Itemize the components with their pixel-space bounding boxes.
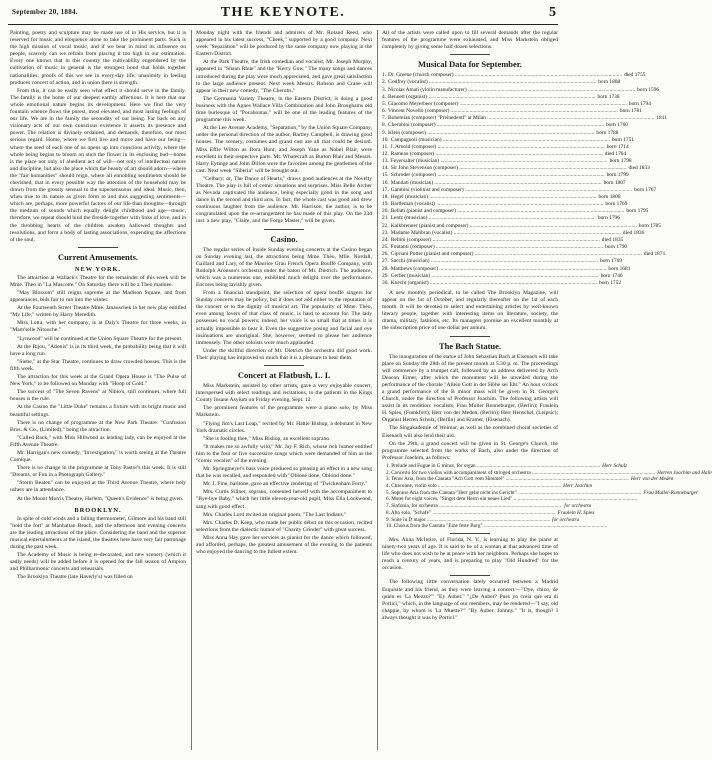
musical-data-date: 1811 (656, 115, 667, 122)
musical-data-name: Bennett (organist) ..... (388, 94, 595, 101)
musical-data-number: 27. (382, 258, 389, 265)
musical-data-number: 8. (382, 122, 387, 129)
programme-performer: Herr Schulz (602, 462, 628, 469)
section-heading-musical-data: Musical Data for September. (418, 59, 522, 70)
musical-data-date: born 1788 (596, 129, 619, 136)
musical-data-item (382, 79, 621, 86)
paragraph: Mr. Harrigan's new comedy, "Investigation," is worth seeing at the Theatre Comique. (10, 449, 186, 464)
paragraph: At the Park Theatre, the Irish comedian and vocalist, Mr. Joseph Murphy, appeared in "Shaun Rhue" and the "Kerry Gow." The many songs and dances introduced during the play were much appreciated, and gave great satisfaction to the large audience present. Next week Messrs. Robson and Crane will appear in their new comedy, "The Cherubs." (196, 59, 372, 94)
page-number: 5 (549, 5, 556, 20)
musical-data-item (382, 265, 631, 273)
musical-data-number: 15. (382, 172, 389, 179)
musical-data-date: born 1796 (597, 215, 620, 222)
musical-data-number: 7. (382, 115, 387, 122)
section-heading-concert-flatbush: Concert at Flatbush, L. I. (237, 370, 331, 381)
musical-data-date: born 1769 (605, 201, 628, 208)
musical-data-number: 5. (382, 100, 387, 107)
musical-data-number: 13. (382, 158, 389, 165)
paragraph: The prominent features of the programme were a piano solo, by Miss Markstein. (196, 405, 372, 419)
musical-data-item (382, 215, 620, 222)
musical-data-name: Bellati (pianist and composer) ..... (391, 208, 625, 215)
paragraph: Mrs. Curtis Sillner, soprano, contented herself with the accompaniment to "Bye-bye Baby," which her little eleven-year-old pupil, Miss Ella Lockwood, sang with good effect. (196, 489, 372, 510)
musical-data-name: Gambini (violinist and composer) ..... (391, 187, 632, 194)
paragraph: Under the skillful direction of Mr. Dietrich the orchestra did good work. Their playing has improved so much that it is a pleasure to hear them. (196, 347, 372, 361)
musical-data-name: Klein (composer) ..... (388, 130, 594, 137)
musical-data-date: born 1681 (608, 265, 631, 272)
musical-data-date: born 1808 (598, 193, 621, 200)
musical-data-date: born 1794 (628, 100, 651, 107)
paragraph: The Brooklyn Theatre (late Haverly's) was filled on (17, 574, 133, 581)
musical-data-item (382, 172, 629, 179)
musical-data-date: born 1790 (605, 244, 628, 251)
musical-data-item (382, 143, 629, 151)
paragraph: "Storm Beaten" can be enjoyed at the Third Avenue Theatre, where holy ushers are in attendance. (10, 480, 186, 494)
musical-data-name: Cipriani Potter (pianist and composer) ..... (391, 251, 642, 258)
musical-data-number: 10. (382, 136, 389, 143)
paragraph: Mr. Springmeyer's bass voice produced so pleasing an effect in a new song that he was recalled, and responded with "Oblone done, Oblond done." (196, 466, 372, 480)
musical-data-number: 28. (382, 265, 389, 272)
divider (78, 247, 118, 248)
musical-data-number: 18. (382, 193, 389, 200)
paragraph: "May Blossom" still reigns supreme at the Madison Square, and from appearances, bids fair to run into the winter. (10, 290, 186, 304)
paragraph: There is no change in the programme at Tony Pastor's this week. It is still "Dreams, or Fun in a Photograph Gallery." (10, 465, 186, 479)
musical-data-name: Cherubini (composer) ..... (388, 122, 604, 129)
musical-data-number: 20. (382, 208, 389, 215)
paragraph: At the Casino the "Little Duke" remains a fixture with its bright music and beautiful settings. (10, 404, 186, 418)
paragraph: The attraction for this week at the Grand Opera House is "The Pulse of New York," to be followed on Monday with "Hoop of Gold." (10, 374, 186, 388)
programme-piece: 4. Chaconne, violin solo ..... (386, 483, 561, 490)
musical-data-number: 6. (382, 108, 387, 115)
divider (264, 229, 304, 230)
musical-data-number: 11. (382, 143, 389, 150)
divider (264, 365, 304, 366)
paragraph: From this, it can be easily seen what effect it should serve in the family. The family is the home of our deepest earthly affections. It is here that our whole emotional nature begins its development. Here we find the very fountain whence flows the purest, most elevated, and most lasting feelings of our life. We are in the family the secondity of our being. Far back on any visionary acts of our own conscious existence it asserts its presence and power. The relation is divinely ordained, and demands, therefore, our most serious regard. Home, where we first live and move and have our being—where the seed of each one of us opens up into conscious activity, where the whole being begins to bloom on such the flower in its enclosing bud—home is the place not only of obedient act of will—not only of intellectual nature and discipline, but also the place which the beauty of art should adorn—where the "fair humanities" should reign, where all ennobling sentiments should be cherished, that in every possible way the attention of the household may be drawn from the grossly sensual to the supersensuous and ideal. Music, then, when true to its nature as given form to and thus suggesting sentiments—which are, perhaps, more powerful factors of our life than thoughts—through the medium of sounds which equally delight childhood and age—music, therefore, we repeat should bind the fireside together with links of love, and in the throbbing hearts of the children awaken hallowed thoughts and resolutions, and form a body of lasting associations, expending the affections of the soul. (10, 87, 186, 243)
paragraph: In spite of cold winds and a falling thermometer, Gilmore and his band still "hold the fort" at Manhattan Beach, and the afternoon and evening concerts are the leading attractions of the place. Considering the band and the superior musical entertainments at the island, the theatres here have very fair patronage during the past week. (10, 515, 186, 550)
programme-piece: 1. Prelude and Fugue in G minor, for organ ..... (386, 463, 600, 470)
musical-data-name: Sacchi (musician) ..... (391, 258, 598, 265)
paragraph: Miss Anna Hay gave her services as pianist for the dance which followed, and afforded, perhaps, the greatest amusement of the evening to the patients who enjoyed the dancing to the fullest extent. (196, 534, 372, 556)
musical-data-number: 30. (382, 279, 389, 286)
musical-data-name: Sir John Stevenson (composer) ..... (391, 165, 627, 172)
newspaper-page (8, 4, 712, 756)
musical-data-date: died 1836 (622, 229, 645, 236)
musical-data-item (382, 229, 645, 237)
musical-data-name: Campagnoli (musician) ..... (391, 137, 610, 144)
musical-data-date: died 1755 (624, 72, 646, 79)
programme-piece: 5. Soprano Aria from the Cantata "Herr gehe nicht ins Gericht" ..... (386, 490, 641, 497)
musical-data-item (382, 122, 628, 129)
paragraph: "Celbary; or, The Dance of Hearts," draws good audiences at the Novelty Theatre. The play is full of comic situations and surprises. Miss Belle Archer as Nevada captivated the audience, being especially good in the song and dance in the second and third acts. In fact, the whole cast was good and drew continuous laughter from the audience. Mr. Harrison, the author, is to be congratulated upon the re-arrangement he has made of this play. On the 23d inst. a new play, "Claire, and the Forge Master," will be given. (196, 175, 372, 225)
musical-data-name: Nicolas Amati (violin manufacturer) ..... (388, 87, 635, 94)
musical-data-date: died 1871 (643, 251, 666, 258)
programme-piece: 9. Suite in D major ..... (386, 517, 550, 524)
masthead (8, 4, 558, 25)
programme-performer: for orchestra (564, 503, 592, 510)
programme-piece: 10. Chorus from the Cantata "Eine feste Burg" ..... (386, 523, 607, 530)
musical-data-date: born 1807 (603, 179, 626, 186)
musical-data-name: Hegel (musician) ..... (391, 194, 597, 201)
section-heading-current-amusements: Current Amusements. (57, 251, 139, 262)
programme-performer: Herr Joachim (563, 483, 593, 490)
paragraph: Mr. J. Fine, baritone, gave an effective rendering of "Twickenham Ferry." (203, 481, 368, 488)
paragraph: Miss Markstein, assisted by other artists, gave a very enjoyable concert, interspersed with select readings and recitations, to the patients in the Kings County Insane Asylum on Friday evening, Sept. 12. (196, 383, 372, 404)
paragraph: "Called Back," with Miss Hillwood as leading lady, can be enjoyed at the Fifth Avenue Theatre. (10, 434, 186, 448)
musical-data-item (382, 272, 623, 280)
musical-data-name: Bartleman (vocalist) ..... (391, 201, 604, 208)
musical-data-item (382, 100, 651, 108)
divider (450, 336, 490, 337)
section-heading-bach-statue: The Bach Statue. (438, 340, 502, 351)
musical-data-date: born 1808 (598, 79, 621, 86)
paragraph: All of the artists were called upon to fill several demands after the regular features of the programme were exhausted, and Miss Markstein obliged completely by giving some half dozen selections. (382, 30, 558, 51)
divider (450, 533, 490, 534)
paragraph: "Flying Jim's Last Leap," recited by Mr. Hattie Bishop, a debutant in New York dramatic circles. (196, 420, 372, 434)
musical-data-number: 12. (382, 151, 389, 157)
musical-data-item (382, 186, 657, 194)
musical-data-date: born 1795 (626, 208, 649, 215)
programme-piece: 2. Concerto for two violins with accompaniment of stringed orchestra ..... (386, 470, 655, 477)
musical-data-number: 21. (382, 215, 389, 222)
musical-data-date: born 1785 (638, 222, 661, 229)
musical-data-number: 24. (382, 236, 389, 243)
musical-data-name: Rameau (composer) ..... (391, 151, 603, 158)
musical-data-date: died 1833 (628, 165, 650, 172)
column-rule (191, 30, 192, 750)
paragraph: "Lynwood" will be continued at the Union Square Theatre for the present. (17, 335, 183, 342)
programme-performer: Herr von der Meden (630, 476, 674, 483)
musical-data-name: Godfrey (vocalist) ..... (388, 79, 596, 86)
musical-data-number: 16. (382, 179, 389, 186)
paragraph: Monday night with the friends and admirers of Mr. Roland Reed, who appeared in his latest success, "Cheek," supported by a good company. Next week "Separation" will be produced by the same company now playing in the Eastern District. (196, 30, 372, 58)
musical-data-name: Knecht (organist) ..... (391, 280, 597, 287)
musical-data-item (382, 258, 623, 265)
musical-data-item (382, 179, 626, 187)
musical-data-number: 2. (382, 79, 387, 86)
programme-performer (637, 496, 639, 503)
divider (450, 54, 490, 55)
section-heading-casino: Casino. (270, 233, 298, 244)
subheading-new-york: NEW YORK. (74, 265, 122, 273)
programme-performer: for orchestra (552, 516, 580, 523)
musical-data-name: Vincent Novello (composer) ..... (388, 108, 618, 115)
paragraph: The attraction at Wallack's Theatre for the remainder of this week will be Mme. Theo in "La Mascotte." On Saturday there will be a Theo matinee. (10, 274, 186, 288)
musical-data-name: Feyersalter (musician) ..... (391, 158, 608, 165)
musical-data-name: Madame Malibran (vocalist) ..... (391, 230, 621, 237)
musical-data-date: born 1751 (611, 136, 634, 143)
paragraph: On the 29th, a grand concert will be given in St. George's Church, the programme selected from the works of Bach, also under the direction of Professor Joachim, as follows: (382, 440, 558, 461)
musical-data-date: born 1746 (600, 272, 623, 279)
paragraph: The Academy of Music is being re-decorated, and new scenery (which it sadly needs) will be added before it is opened for the fall season of Ampion and Philharmonic concerts and rehearsals. (10, 552, 186, 573)
musical-data-item (382, 222, 661, 230)
musical-data-number: 29. (382, 272, 389, 279)
musical-data-list (382, 72, 667, 287)
musical-data-name: Bohemian (composer) "Preinedentl" at Milan ..... (388, 115, 654, 122)
musical-data-date: born 1798 (609, 158, 632, 165)
paragraph: The success of "The Seven Ravens" at Niblo's, still continues, where full houses is the rule. (10, 389, 186, 403)
musical-data-item (382, 86, 660, 94)
paragraph: Painting, poetry and sculpture may be made use of in His service, but it is reserved for music and eloquence alone to take the prominent parts. Such is the high mission of vocal music, and if we bear in mind its influence on people, scarcely can we refrain from placing it too high in our estimation. Every one knows that in this country the cultivability engendered by the cultivation of music in general is the strongest bond that holds together nationalities; proofs of this we see in every-day life; unanimity in feeling produces concert of action, and in union there is strength. (10, 30, 186, 86)
subheading-brooklyn: BROOKLYN. (74, 506, 122, 514)
programme-item (386, 523, 558, 530)
column-2 (196, 30, 372, 756)
musical-data-date: born 1767 (634, 186, 657, 193)
paragraph: "She is fooling thee," Miss Bishop, an excellent soprano. (203, 435, 331, 442)
musical-data-name: Bellini (composer) ..... (391, 237, 600, 244)
musical-data-name: Fontanti (composer) ..... (391, 244, 603, 251)
musical-data-date: born 1714 (606, 143, 629, 150)
paragraph: From a financial standpoint, the selection of opera bouffé singers for Sunday concerts may be policy, but it does not add either to the reputation of the concert or to the dignity of musical art. The popularity of Mme. Thèo, even among lovers of that class of music, is hard to account for. The lady possesses no vocal powers; indeed, her voice is so small that at times it is actually impossible to hear it. Even the suggestive posing and facial and eye insinuations are unoriginal. She, however, seemed to please her audience immensely. The other soloists were much applauded. (196, 290, 372, 346)
musical-data-name: Gerber (musician) ..... (391, 273, 599, 280)
musical-data-number: 22. (382, 222, 389, 229)
musical-data-item (382, 129, 619, 137)
paragraph: The Singakademie of Weimar, as well as the combined choral societies of Eisenach will also lend their aid. (382, 425, 558, 439)
programme-item (386, 476, 674, 483)
programme-piece: 7. Sinfonia, for orchestra ..... (386, 503, 562, 510)
paragraph: The Germania Variety Theatre, in the Eastern District, is doing a good business with the Agnes Wallace Villa Combination and John Broughams old time burlesque of "Pocahontas," will be one of the leading features of the programme this week. (196, 95, 372, 124)
paragraph: At the Bijou, "Adonis" is in its third week, the probability being that it will have a long run. (10, 343, 186, 357)
musical-data-number: 25. (382, 244, 389, 251)
newspaper-title: THE KEYNOTE. (220, 5, 346, 20)
programme-piece: 6. Motet for eight voices, "Singet dem Herrn ein neues Lied" ..... (386, 496, 637, 503)
programme-performer: Frau Muller-Ronneburger (643, 489, 698, 496)
musical-data-number: 3. (382, 86, 387, 93)
paragraph: The inauguration of the statue of John Sebastian Bach at Eisenach will take place on Sunday the 28th of the present month at 5.30 p. m. The proceedings will commence by a trumpet call, followed by an address delivered by Arch Deacon Eimer, after which the monument will be unveiled during the performance of the chorale "Allein Gott in der Höhe sei Ehr." An hour o'clock a grand performance of the B minor mass will be given in St. George's Church, under the direction of Professor Joachim. The following artists will assist in its rendition: vocalists, Frau Muller Ronneburger, (Berlin); Fraulein H. Spies, (Frankfort); Herr von der Meden, (Berlin); Herr Henschel, (Leipsic); Organist Herren Schulz, (Berlin) and Kramer, (Eisenach). (382, 353, 558, 424)
paragraph: "Siebe," at the Star Theatre, continues to draw crowded houses. This is the fifth week. (10, 358, 186, 372)
paragraph: Mrs. Anna McIntire, of Florida, N. Y., is learning to play the piano at ninety-two years of age. It is said to be of a woman at that advanced time of life who does not wish to be at peace with her neighbors. Perhaps she hopes to reach a century of years, and is preparing to play "Old Hundred" for the occasion. (382, 536, 558, 572)
musical-data-date: born 1769 (600, 258, 623, 265)
musical-data-date: born 1596 (637, 86, 660, 93)
musical-data-number: 14. (382, 165, 389, 172)
paragraph: At the Lee Avenue Academy, "Separation," by the Union Square Company, under the personal direction of the author, Bartley Campbell, is drawing good houses. The scenery, costumes and grand cast are all that could be desired. Miss Effie Wilton as Dora Hunt, and Joseph Yane as Nobel Blair, were excellent in their respective parts. Mr. Whatecraft as Burton Blair and Messrs. Harry Eytinge and John Dillon were the favorites among the gentlemen of the cast. Next week "Siberia" will be brought out. (196, 125, 372, 174)
column-3 (382, 30, 712, 756)
paragraph: At the Mount Morris Theatre, Harlem, "Queen's Evidence" is being given. (17, 495, 184, 502)
programme-performer: Herren Joachim and Halir (657, 469, 712, 476)
musical-data-name: Kalkbrenner (pianist and composer) ..... (391, 223, 637, 230)
musical-data-number: 9. (382, 129, 387, 136)
programme-performer (607, 523, 609, 530)
paragraph: The regular series of Inside Sunday evening concerts at the Casino began on Sunday evening last, the attractions being Mme. Thèo, Mlle. Nordall, Gaillard and Lary, of the Maurice Grau French Opera Bouffé Company, with Rudolph Aronson's orchestra under the baton of Mr. Dietrich. The audience, which was a numerous one, exhibited much delight over the performance. Encores being lavishly given. (196, 246, 372, 288)
paragraph: Miss Lotta, with her company, is at Daly's Theatre for three weeks, in "Mam'selle Nitouche." (10, 320, 186, 334)
musical-data-name: Matthews (composer) ..... (391, 266, 607, 273)
musical-data-date: died 1835 (601, 236, 624, 243)
musical-data-number: 26. (382, 251, 389, 258)
musical-data-name: J. Arnold (composer) ..... (391, 144, 605, 151)
musical-data-item (382, 136, 634, 144)
musical-data-date: born 1781 (619, 108, 642, 115)
column-1 (10, 30, 186, 756)
musical-data-name: Schroder (composer) ..... (391, 172, 605, 179)
musical-data-date: born 1760 (605, 122, 628, 129)
programme-item (386, 462, 628, 470)
musical-data-date: born 1738 (597, 93, 620, 100)
programme-piece: 3. Tenor Aria, from the Cantata "Ach Gott vom Himmel" ..... (386, 476, 629, 483)
programme-piece: 8. Alto solo, "Schafe" ..... (386, 510, 556, 517)
musical-data-item (382, 93, 620, 101)
issue-date: September 20, 1884. (12, 8, 78, 16)
musical-data-name: Dr. Greene (church composer) ..... (388, 72, 622, 79)
concert-programme-list (382, 462, 712, 530)
musical-data-number: 19. (382, 201, 389, 208)
musical-data-item (382, 236, 624, 244)
paragraph: There is no change of programme at the New Park Theatre. "Confusion Bros. & Co., (Limited)," being the attraction. (10, 419, 186, 433)
divider (450, 575, 490, 576)
musical-data-number: 23. (382, 229, 389, 236)
musical-data-name: Giacomo Meyerbeer (composer) ..... (388, 101, 627, 108)
paragraph: Mrs. Charles D. Keep, who made her public début on this occasion, recited selections from the dialectic humor of "Charity Grinder" with great success. (196, 519, 372, 533)
musical-data-number: 1. (382, 72, 387, 79)
paragraph: The following little conversation lately occurred between a Madrid Esquisite and his friend, as they were leaving a concert:—"Oye, chico, de quién es 'La Mezzo?'" "Ey Auber." "¿De Auber? Pues yo creía que era di Porticl," which, in the language of our members, may be rendered—"I say, old chappie, by whom is 'La Muette?'" "By Auber, Johnny." "It is, though? I always thought it was by Porticl." (382, 579, 558, 621)
musical-data-name: Lentz (musician) ..... (391, 215, 596, 222)
musical-data-date: died 1764 (604, 151, 627, 157)
musical-data-number: 17. (382, 186, 389, 193)
paragraph: Mrs. Charles Lord recited an original poem, "The Last Indians." (203, 511, 347, 518)
musical-data-number: 4. (382, 93, 387, 100)
musical-data-item (382, 279, 622, 287)
musical-data-date: born 1799 (606, 172, 629, 179)
programme-item (386, 509, 595, 517)
paragraph: A new monthly periodical, to be called The Brooklyn Magazine, will appear on the 1st of October, and regularly thereafter on the 1st of each month. It will be devoted to select and entertaining articles by well-known literary people, together with interesting items on literature, society, the drama, military, fashions, etc. Its managers promise an excellent monthly at the subscription price of one dollar per annum. (382, 289, 558, 332)
programme-item (386, 503, 592, 510)
musical-data-date: born 1752 (599, 279, 622, 286)
musical-data-name: Mandati (musician) ..... (391, 180, 602, 187)
programme-performer: Fraulein H. Spies (557, 509, 595, 516)
paragraph: "It makes me so awfully wild," Mr. Jay F. Rich, whose rich humor entitled him to the four or five successive songs which were demanded of him as the "comic vocalist" of the evening. (196, 443, 372, 464)
programme-item (386, 483, 593, 490)
column-rule (377, 30, 378, 750)
paragraph: At the Fourteenth Street Theatre Mme. Janauschek in her new play entitled "My Life," written by Harry Meredith. (10, 305, 186, 319)
